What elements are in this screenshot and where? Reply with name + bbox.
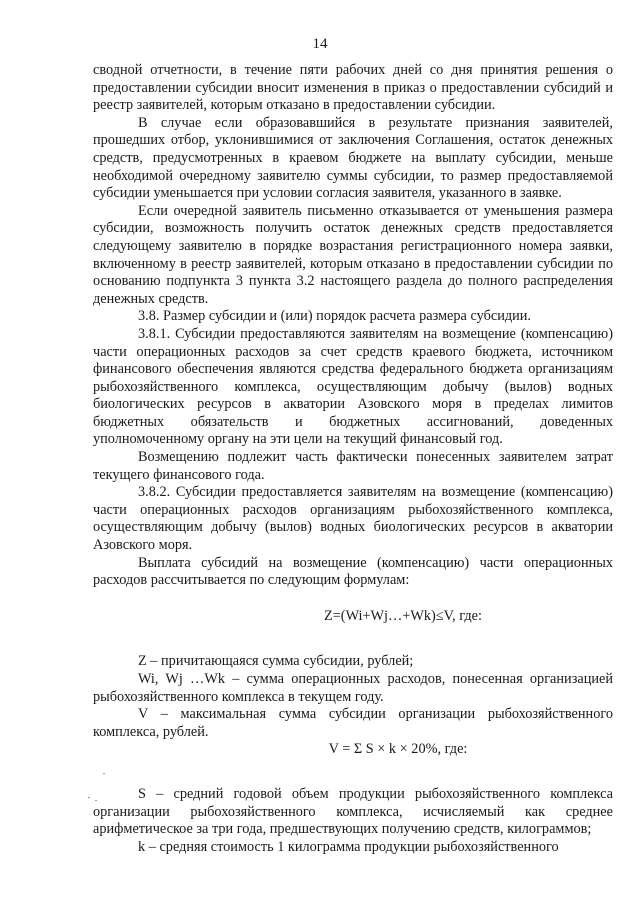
scan-speck [103, 773, 105, 774]
paragraph: сводной отчетности, в течение пяти рабочих дней со дня принятия решения о предоставлении субсидии вносит изменения в приказ о предоставлении субсидий и реестр заявителей, которым отказано в предоставлении субсидии. [93, 62, 613, 114]
scan-speck [95, 800, 97, 801]
paragraph: 3.8.2. Субсидии предоставляется заявителям на возмещение (компенсацию) части операционных расходов организациям рыбохозяйственного комплекса, осуществляющим добычу (вылов) водных биологических ресурсов в акватории Азовского моря. [93, 484, 613, 554]
document-body [93, 62, 613, 856]
paragraph: Возмещению подлежит часть фактически понесенных заявителем затрат текущего финансового года. [93, 449, 613, 483]
definition-item: V – максимальная сумма субсидии организации рыбохозяйственного комплекса, рублей. [93, 706, 613, 740]
definition-item: k – средняя стоимость 1 килограмма продукции рыбохозяйственного [138, 838, 559, 855]
paragraph: Если очередной заявитель письменно отказывается от уменьшения размера субсидии, возможность получить остаток денежных средств предоставляется следующему заявителю в порядке возрастания регистрационного номера заявки, включенному в реестр заявителей, которым отказано в предоставлении субсидии по основанию подпункта 3 пункта 3.2 настоящего раздела до полного распределения денежных средств. [93, 202, 613, 307]
page-number: 14 [312, 36, 328, 52]
section-heading: 3.8. Размер субсидии и (или) порядок расчета размера субсидии. [138, 308, 532, 325]
paragraph: В случае если образовавшийся в результате признания заявителей, прошедших отбор, уклонившимися от заключения Соглашения, остаток денежных средств, предусмотренных в краевом бюджете на выплату субсидии, меньше необходимой очередному заявителю суммы субсидии, то размер предоставляемой субсидии уменьшается при условии согласия заявителя, указанного в заявке. [93, 114, 613, 202]
paragraph: 3.8.1. Субсидии предоставляются заявителям на возмещение (компенсацию) части операционных расходов за счет средств краевого бюджета, источником финансового обеспечения являются средства федерального бюджета организациям рыбохозяйственного комплекса, осуществляющим добычу (вылов) водных биологических ресурсов в акватории Азовского моря в пределах лимитов бюджетных обязательств и бюджетных ассигнований, доведенных уполномоченному органу на эти цели на текущий финансовый год. [93, 325, 613, 448]
definition-item: S – средний годовой объем продукции рыбохозяйственного комплекса организации рыбохозяйственного комплекса, исчисляемый как среднее арифметическое за три года, предшествующих получению средств, килограммов; [93, 785, 613, 838]
definition-item: Wi, Wj …Wk – сумма операционных расходов, понесенная организацией рыбохозяйственного комплекса в текущем году. [93, 671, 613, 705]
formula-max-subsidy: V = Σ S × k × 20%, где: [328, 741, 468, 758]
formula-subsidy: Z=(Wi+Wj…+Wk)≤V, где: [324, 607, 482, 624]
paragraph: Выплата субсидий на возмещение (компенсацию) части операционных расходов рассчитывается по следующим формулам: [93, 554, 613, 589]
scan-speck [88, 797, 90, 798]
definition-item: Z – причитающаяся сумма субсидии, рублей; [138, 653, 414, 670]
